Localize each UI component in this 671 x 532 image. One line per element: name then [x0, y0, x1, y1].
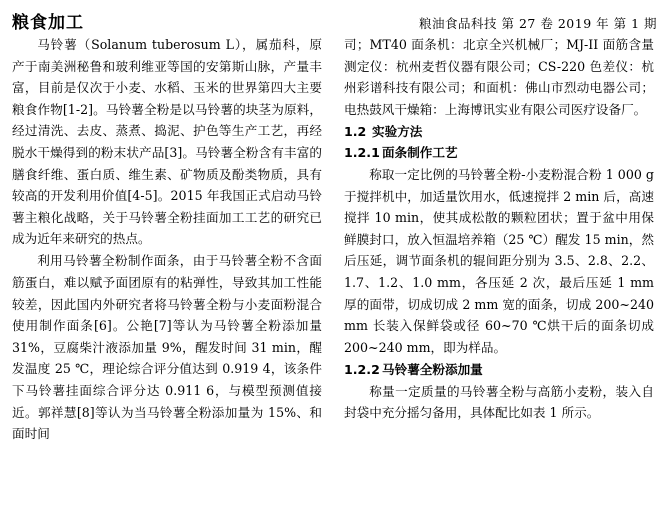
paragraph: 马铃薯（Solanum tuberosum L），属茄科，原产于南美洲秘鲁和玻利维亚等国的安第斯山脉，产量丰富，目前是仅次于小麦、水稻、玉米的世界第四大主要粮食作物[1-2]。马铃薯全粉是以马铃薯的块茎为原料，经过清洗、去皮、蒸煮、捣泥、护色等生产工艺，再经脱水干燥得到的粉末状产品[3]。马铃薯全粉含有丰富的膳食纤维、蛋白质、维生素、矿物质及酚类物质，具有较高的开发利用价值[4-5]。2015 年我国正式启动马铃薯主粮化战略，关于马铃薯全粉挂面加工工艺的研究已成为近年来研究的热点。 — [12, 37, 322, 247]
section-number: 1.2.2 — [344, 361, 380, 377]
paragraph: 利用马铃薯全粉制作面条，由于马铃薯全粉不含面筋蛋白，难以赋予面团原有的粘弹性，导致其加工性能较差，因此国内外研究者将马铃薯全粉与小麦面粉混合使用制作面条[6]。公艳[7]等认为马铃薯全粉添加量 31%，豆腐柴汁液添加量 9%，醒发时间 31 min，醒发温度 25 ℃，理论综合评分值达到 0.919 4，该条件下马铃薯挂面综合评分达 0.911 6，与模型预测值接近。郭祥慧[8]等认为当马铃薯全粉添加量为 15%、和面时间 — [12, 253, 322, 442]
section-title: 实验方法 — [372, 123, 423, 139]
section-heading-1-2 — [344, 121, 654, 143]
section-heading-1-2-1 — [344, 142, 654, 164]
section-title: 面条制作工艺 — [382, 145, 458, 161]
left-column — [12, 34, 322, 532]
page-header — [0, 0, 671, 33]
paragraph: 称取一定比例的马铃薯全粉-小麦粉混合粉 1 000 g 于搅拌机中，加适量饮用水，低速搅拌 2 min 后，高速搅拌 10 min，使其成松散的颗粒团状；置于盆中用保鲜膜封口，放入恒温培养箱（25 ℃）醒发 15 min，然后压延，调节面条机的辊间距分别为 3.5、2.8、2.2、1.7、1.2、1.0 mm，各压延 2 次，最后压延 1 mm 厚的面带，切成切成 2 mm 宽的面条，切成 200~240 mm 长装入保鲜袋或径 60~70 ℃烘干后的面条切成 200~240 mm，即为样品。 — [344, 167, 654, 355]
section-title: 马铃薯全粉添加量 — [382, 361, 483, 377]
paragraph: 称量一定质量的马铃薯全粉与高筋小麦粉，装入自封袋中充分摇匀备用，具体配比如表 1 所示。 — [344, 383, 654, 421]
header-journal-section: 粮食加工 — [12, 13, 84, 33]
right-column — [344, 34, 654, 532]
two-column-body — [0, 34, 671, 532]
paragraph: 司；MT40 面条机：北京全兴机械厂；MJ-II 面筋含量测定仪：杭州麦哲仪器有限公司；CS-220 色差仪：杭州彩谱科技有限公司；和面机：佛山市烈动电器公司；电热鼓风干燥箱：上海博讯实业有限公司医疗设备厂。 — [344, 37, 654, 117]
section-number: 1.2 — [344, 123, 367, 139]
header-journal-info: 粮油食品科技 第 27 卷 2019 年 第 1 期 — [419, 16, 657, 31]
section-number: 1.2.1 — [344, 145, 380, 161]
section-heading-1-2-2 — [344, 359, 654, 381]
